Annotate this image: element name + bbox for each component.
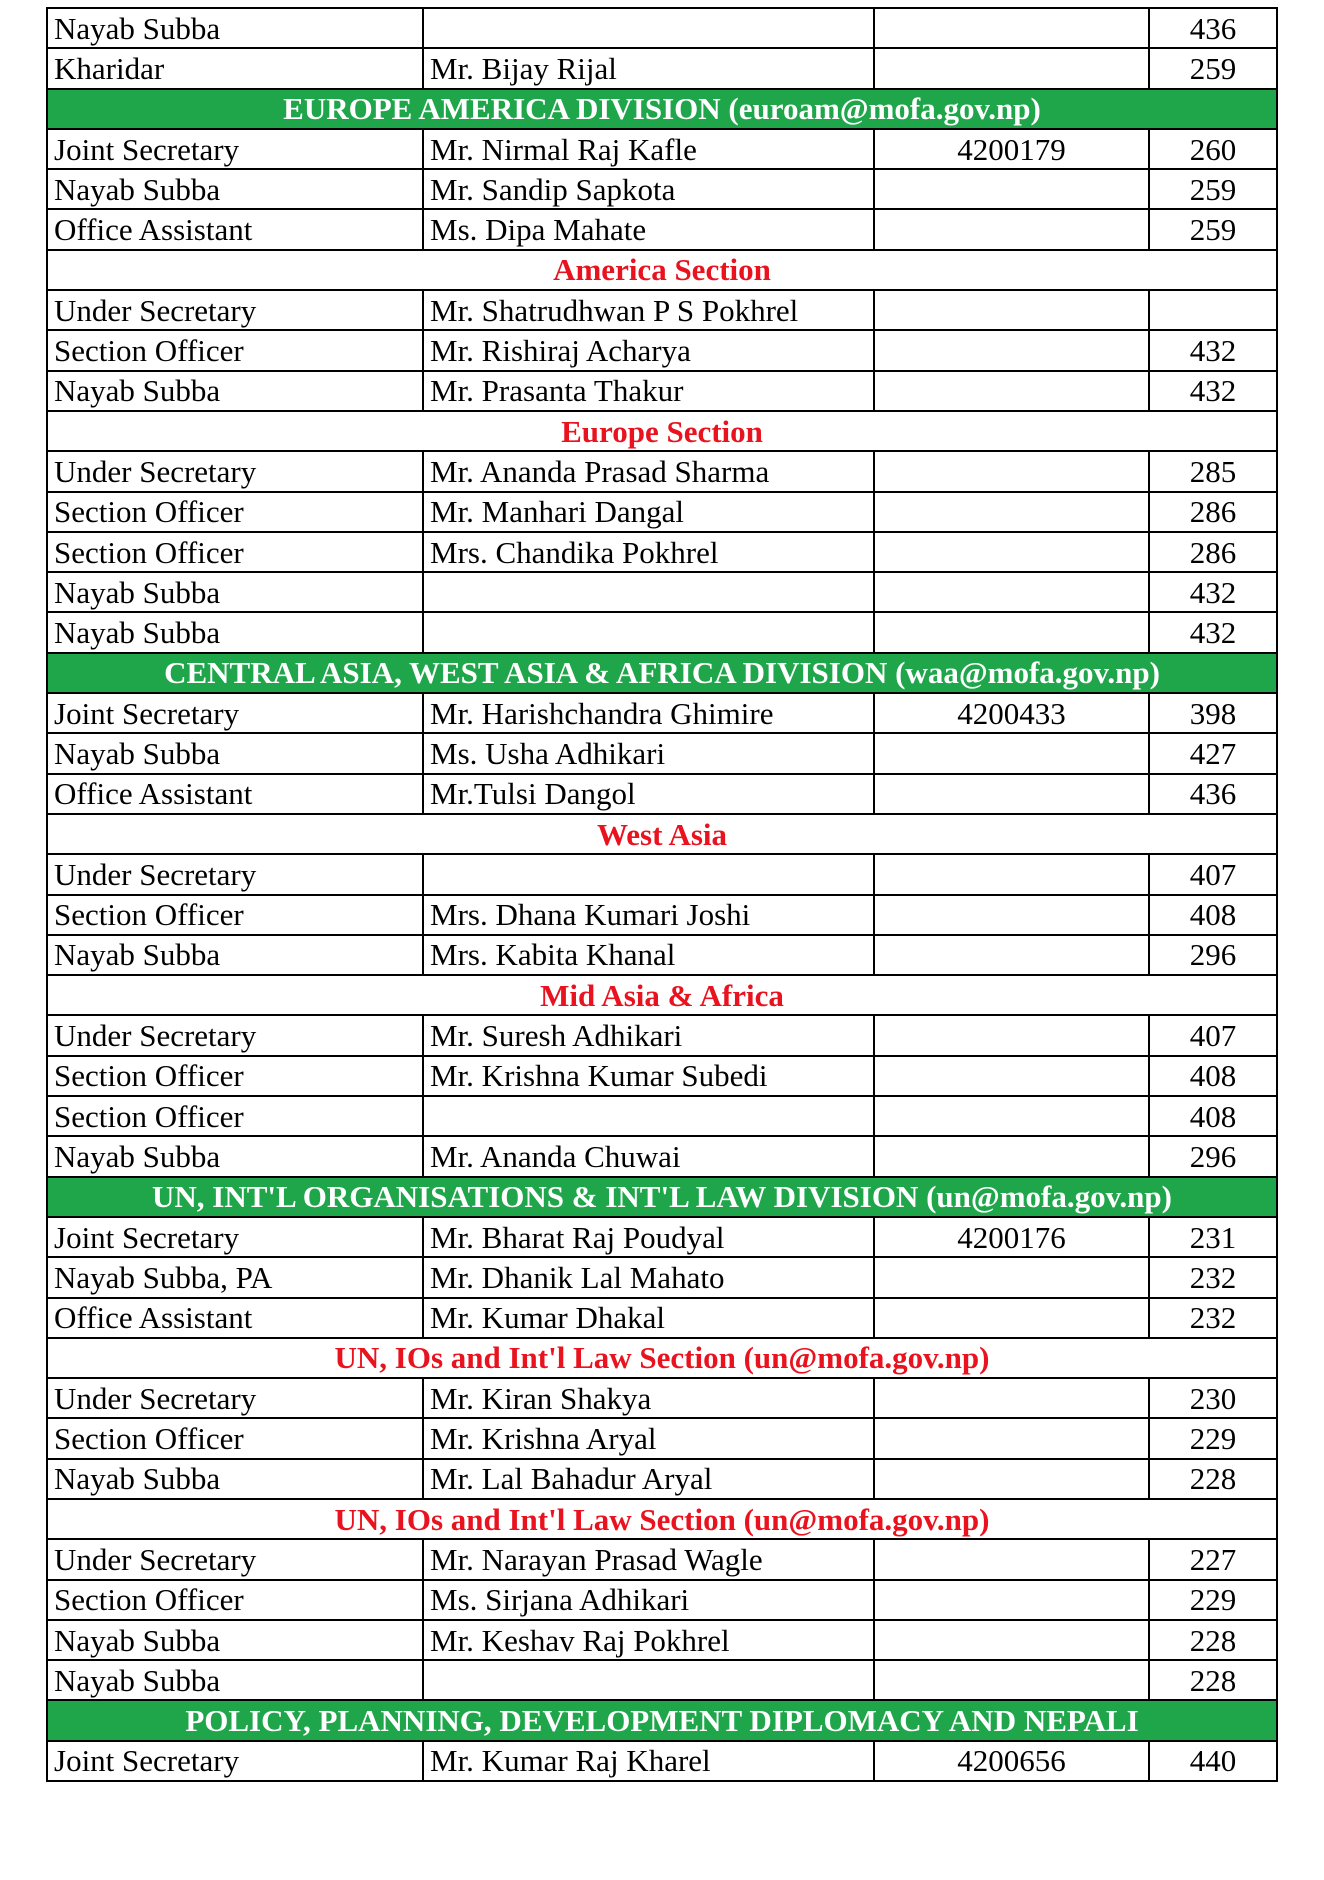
phone-cell [874, 1298, 1149, 1338]
extension-cell: 432 [1149, 330, 1277, 370]
staff-row [47, 1298, 1277, 1338]
designation-cell: Under Secretary [47, 854, 423, 894]
name-cell: Mr. Kumar Raj Kharel [423, 1741, 874, 1781]
phone-cell [874, 330, 1149, 370]
staff-row [47, 532, 1277, 572]
section-title: UN, IOs and Int'l Law Section (un@mofa.gov.np) [47, 1499, 1277, 1539]
phone-cell [874, 209, 1149, 249]
phone-cell [874, 1378, 1149, 1418]
phone-cell [874, 1660, 1149, 1700]
name-cell: Mr. Ananda Chuwai [423, 1136, 874, 1176]
phone-cell [874, 1418, 1149, 1458]
designation-cell: Section Officer [47, 895, 423, 935]
designation-cell: Under Secretary [47, 1378, 423, 1418]
extension-cell: 259 [1149, 209, 1277, 249]
name-cell: Mr. Sandip Sapkota [423, 169, 874, 209]
designation-cell: Kharidar [47, 48, 423, 88]
staff-row [47, 169, 1277, 209]
phone-cell [874, 1539, 1149, 1579]
phone-cell [874, 1015, 1149, 1055]
extension-cell: 229 [1149, 1418, 1277, 1458]
designation-cell: Office Assistant [47, 1298, 423, 1338]
extension-cell: 228 [1149, 1620, 1277, 1660]
designation-cell: Office Assistant [47, 774, 423, 814]
phone-cell [874, 1580, 1149, 1620]
name-cell [423, 854, 874, 894]
extension-cell: 286 [1149, 532, 1277, 572]
extension-cell: 227 [1149, 1539, 1277, 1579]
staff-row [47, 733, 1277, 773]
name-cell: Mr. Kiran Shakya [423, 1378, 874, 1418]
designation-cell: Office Assistant [47, 209, 423, 249]
designation-cell: Under Secretary [47, 451, 423, 491]
section-header-row [47, 975, 1277, 1015]
name-cell: Mr. Dhanik Lal Mahato [423, 1257, 874, 1297]
extension-cell: 259 [1149, 48, 1277, 88]
section-header-row [47, 814, 1277, 854]
division-title: CENTRAL ASIA, WEST ASIA & AFRICA DIVISION (waa@mofa.gov.np) [47, 653, 1277, 693]
designation-cell: Nayab Subba [47, 371, 423, 411]
designation-cell: Nayab Subba [47, 8, 423, 48]
designation-cell: Under Secretary [47, 1015, 423, 1055]
phone-cell [874, 1056, 1149, 1096]
designation-cell: Section Officer [47, 1056, 423, 1096]
staff-row [47, 371, 1277, 411]
section-header-row [47, 411, 1277, 451]
extension-cell: 228 [1149, 1459, 1277, 1499]
name-cell: Mr. Prasanta Thakur [423, 371, 874, 411]
extension-cell: 440 [1149, 1741, 1277, 1781]
phone-cell: 4200176 [874, 1217, 1149, 1257]
designation-cell: Nayab Subba [47, 1620, 423, 1660]
phone-cell [874, 774, 1149, 814]
section-title: Mid Asia & Africa [47, 975, 1277, 1015]
name-cell: Mr. Shatrudhwan P S Pokhrel [423, 290, 874, 330]
phone-cell [874, 532, 1149, 572]
section-header-row [47, 1338, 1277, 1378]
staff-row [47, 492, 1277, 532]
staff-row [47, 1378, 1277, 1418]
extension-cell: 232 [1149, 1257, 1277, 1297]
designation-cell: Section Officer [47, 532, 423, 572]
section-title: UN, IOs and Int'l Law Section (un@mofa.gov.np) [47, 1338, 1277, 1378]
extension-cell: 229 [1149, 1580, 1277, 1620]
name-cell: Mr. Kumar Dhakal [423, 1298, 874, 1338]
designation-cell: Joint Secretary [47, 1217, 423, 1257]
phone-cell [874, 733, 1149, 773]
phone-cell [874, 572, 1149, 612]
designation-cell: Nayab Subba [47, 1459, 423, 1499]
phone-cell [874, 290, 1149, 330]
staff-row [47, 1620, 1277, 1660]
staff-row [47, 1459, 1277, 1499]
staff-row [47, 1741, 1277, 1781]
staff-row [47, 129, 1277, 169]
staff-row [47, 693, 1277, 733]
name-cell: Mr. Krishna Kumar Subedi [423, 1056, 874, 1096]
staff-row [47, 1136, 1277, 1176]
division-title: EUROPE AMERICA DIVISION (euroam@mofa.gov.np) [47, 89, 1277, 129]
phone-cell [874, 1257, 1149, 1297]
phone-cell [874, 451, 1149, 491]
phone-cell [874, 492, 1149, 532]
name-cell: Ms. Sirjana Adhikari [423, 1580, 874, 1620]
staff-row [47, 612, 1277, 652]
phone-cell: 4200433 [874, 693, 1149, 733]
name-cell: Mr. Lal Bahadur Aryal [423, 1459, 874, 1499]
phone-cell: 4200179 [874, 129, 1149, 169]
staff-row [47, 1217, 1277, 1257]
designation-cell: Section Officer [47, 1096, 423, 1136]
phone-cell [874, 895, 1149, 935]
staff-row [47, 1539, 1277, 1579]
name-cell [423, 1660, 874, 1700]
division-header-row [47, 89, 1277, 129]
extension-cell: 296 [1149, 1136, 1277, 1176]
section-title: West Asia [47, 814, 1277, 854]
phone-cell: 4200656 [874, 1741, 1149, 1781]
designation-cell: Nayab Subba [47, 572, 423, 612]
name-cell: Mrs. Kabita Khanal [423, 935, 874, 975]
name-cell: Mr. Suresh Adhikari [423, 1015, 874, 1055]
extension-cell: 285 [1149, 451, 1277, 491]
phone-cell [874, 48, 1149, 88]
name-cell [423, 1096, 874, 1136]
designation-cell: Under Secretary [47, 290, 423, 330]
name-cell: Mr. Ananda Prasad Sharma [423, 451, 874, 491]
designation-cell: Nayab Subba [47, 935, 423, 975]
division-header-row [47, 1700, 1277, 1740]
division-title: UN, INT'L ORGANISATIONS & INT'L LAW DIVISION (un@mofa.gov.np) [47, 1177, 1277, 1217]
name-cell: Mr. Keshav Raj Pokhrel [423, 1620, 874, 1660]
extension-cell: 228 [1149, 1660, 1277, 1700]
phone-cell [874, 169, 1149, 209]
designation-cell: Under Secretary [47, 1539, 423, 1579]
staff-row [47, 290, 1277, 330]
designation-cell: Section Officer [47, 1418, 423, 1458]
staff-row [47, 8, 1277, 48]
name-cell: Mr. Krishna Aryal [423, 1418, 874, 1458]
extension-cell: 432 [1149, 612, 1277, 652]
phone-cell [874, 854, 1149, 894]
extension-cell: 231 [1149, 1217, 1277, 1257]
extension-cell: 407 [1149, 854, 1277, 894]
extension-cell: 296 [1149, 935, 1277, 975]
name-cell [423, 572, 874, 612]
name-cell: Ms. Dipa Mahate [423, 209, 874, 249]
extension-cell: 232 [1149, 1298, 1277, 1338]
extension-cell: 436 [1149, 8, 1277, 48]
staff-row [47, 895, 1277, 935]
designation-cell: Nayab Subba [47, 733, 423, 773]
extension-cell: 398 [1149, 693, 1277, 733]
designation-cell: Section Officer [47, 1580, 423, 1620]
staff-row [47, 774, 1277, 814]
division-header-row [47, 653, 1277, 693]
name-cell: Mr. Bijay Rijal [423, 48, 874, 88]
designation-cell: Nayab Subba [47, 169, 423, 209]
designation-cell: Joint Secretary [47, 693, 423, 733]
name-cell [423, 612, 874, 652]
directory-body [47, 8, 1277, 1781]
staff-row [47, 1418, 1277, 1458]
extension-cell: 432 [1149, 371, 1277, 411]
staff-row [47, 1660, 1277, 1700]
phone-cell [874, 1136, 1149, 1176]
phone-cell [874, 1459, 1149, 1499]
staff-row [47, 1056, 1277, 1096]
staff-row [47, 1580, 1277, 1620]
designation-cell: Nayab Subba [47, 1660, 423, 1700]
staff-row [47, 572, 1277, 612]
name-cell: Mr. Manhari Dangal [423, 492, 874, 532]
extension-cell: 408 [1149, 895, 1277, 935]
name-cell: Mr. Bharat Raj Poudyal [423, 1217, 874, 1257]
division-header-row [47, 1177, 1277, 1217]
staff-row [47, 209, 1277, 249]
designation-cell: Section Officer [47, 330, 423, 370]
extension-cell: 408 [1149, 1056, 1277, 1096]
division-title: POLICY, PLANNING, DEVELOPMENT DIPLOMACY AND NEPALI [47, 1700, 1277, 1740]
section-header-row [47, 1499, 1277, 1539]
name-cell: Mr. Rishiraj Acharya [423, 330, 874, 370]
name-cell [423, 8, 874, 48]
section-title: America Section [47, 250, 1277, 290]
name-cell: Mrs. Chandika Pokhrel [423, 532, 874, 572]
section-header-row [47, 250, 1277, 290]
extension-cell: 436 [1149, 774, 1277, 814]
extension-cell: 259 [1149, 169, 1277, 209]
staff-row [47, 1257, 1277, 1297]
extension-cell: 408 [1149, 1096, 1277, 1136]
staff-row [47, 1096, 1277, 1136]
phone-cell [874, 612, 1149, 652]
staff-row [47, 451, 1277, 491]
designation-cell: Nayab Subba [47, 1136, 423, 1176]
staff-row [47, 935, 1277, 975]
staff-row [47, 48, 1277, 88]
extension-cell: 230 [1149, 1378, 1277, 1418]
designation-cell: Nayab Subba [47, 612, 423, 652]
extension-cell: 427 [1149, 733, 1277, 773]
staff-row [47, 1015, 1277, 1055]
designation-cell: Joint Secretary [47, 1741, 423, 1781]
extension-cell: 407 [1149, 1015, 1277, 1055]
name-cell: Mr. Nirmal Raj Kafle [423, 129, 874, 169]
staff-row [47, 854, 1277, 894]
name-cell: Mr. Narayan Prasad Wagle [423, 1539, 874, 1579]
extension-cell: 260 [1149, 129, 1277, 169]
phone-cell [874, 8, 1149, 48]
name-cell: Ms. Usha Adhikari [423, 733, 874, 773]
designation-cell: Joint Secretary [47, 129, 423, 169]
staff-row [47, 330, 1277, 370]
staff-directory-table [46, 7, 1278, 1782]
extension-cell [1149, 290, 1277, 330]
phone-cell [874, 1620, 1149, 1660]
designation-cell: Nayab Subba, PA [47, 1257, 423, 1297]
phone-cell [874, 935, 1149, 975]
name-cell: Mr. Harishchandra Ghimire [423, 693, 874, 733]
designation-cell: Section Officer [47, 492, 423, 532]
extension-cell: 286 [1149, 492, 1277, 532]
name-cell: Mrs. Dhana Kumari Joshi [423, 895, 874, 935]
name-cell: Mr.Tulsi Dangol [423, 774, 874, 814]
section-title: Europe Section [47, 411, 1277, 451]
phone-cell [874, 1096, 1149, 1136]
extension-cell: 432 [1149, 572, 1277, 612]
phone-cell [874, 371, 1149, 411]
